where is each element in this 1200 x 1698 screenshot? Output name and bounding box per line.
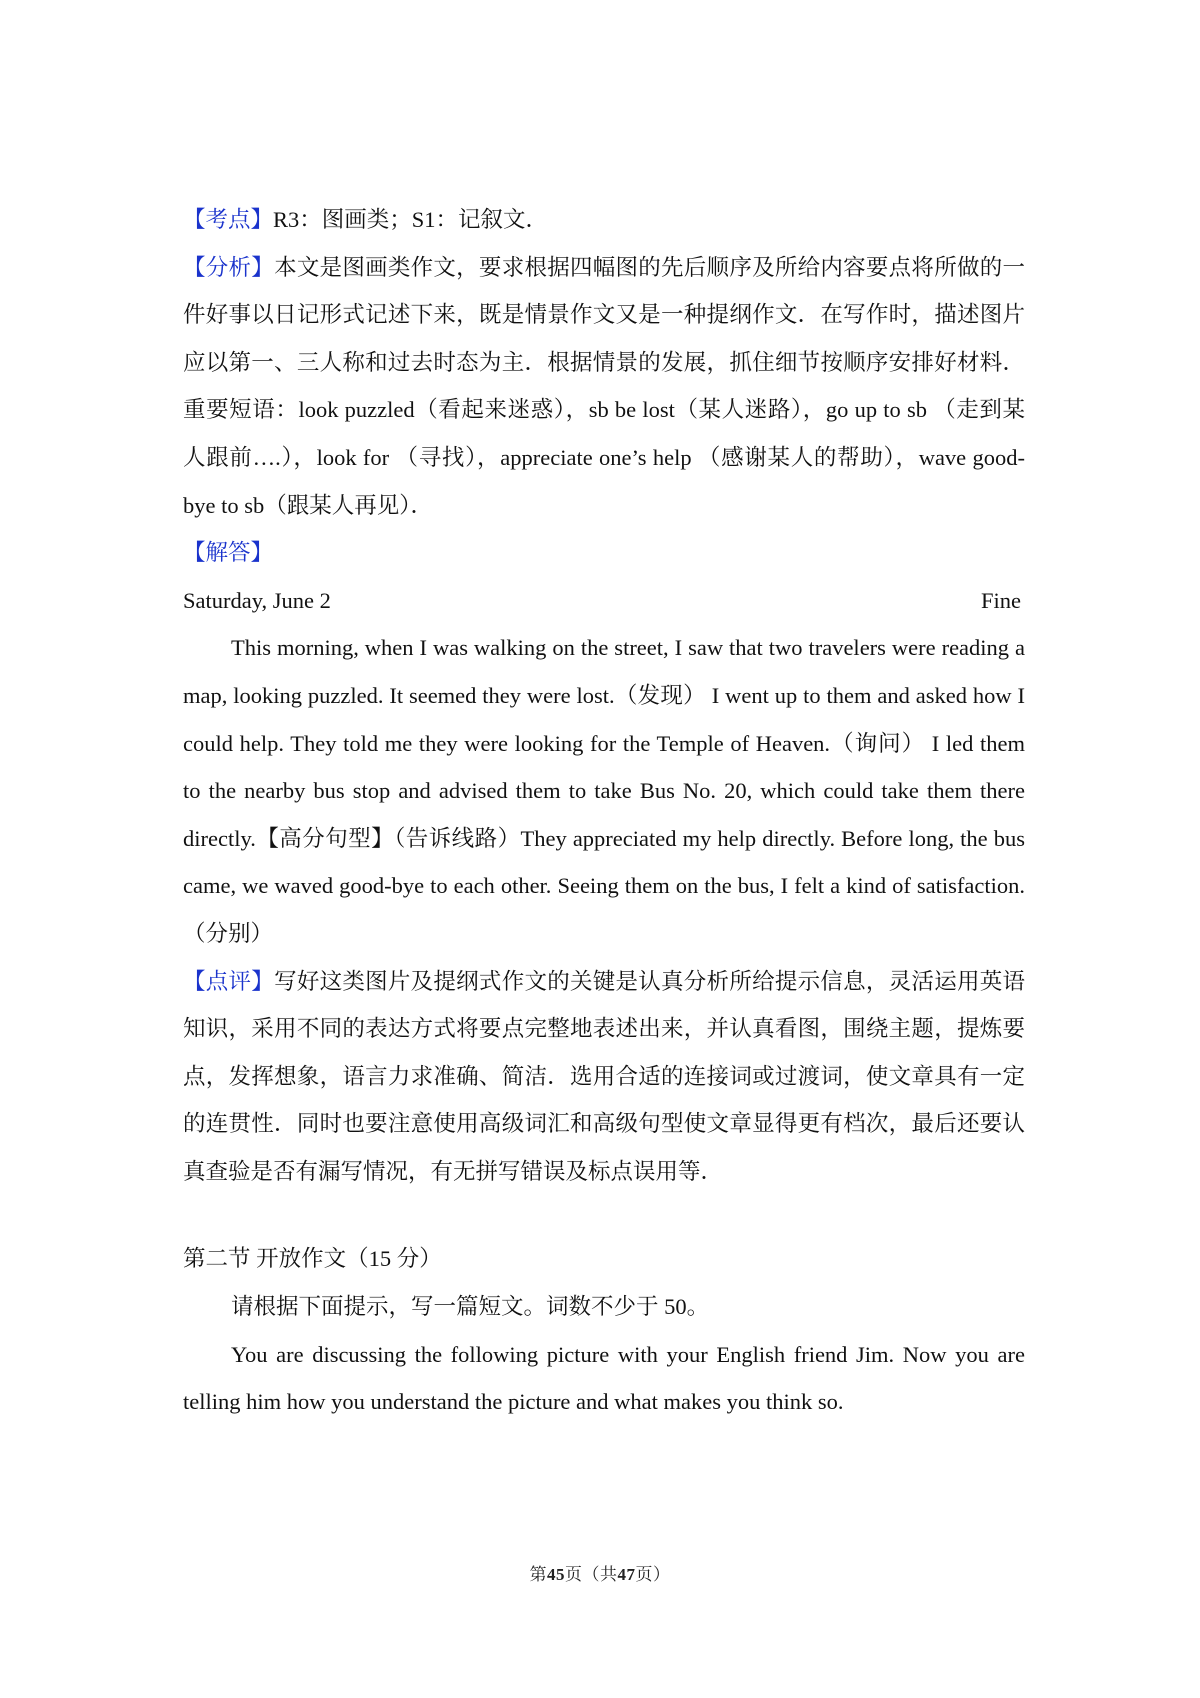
- footer-total-pages: 47: [617, 1565, 636, 1584]
- diary-body-after: （告诉线路）They appreciated my help directly. Before long, the bus came, we waved good-bye to each other. Seeing them on the bus, I felt a kind of satisfaction.（分别）: [183, 825, 1025, 946]
- footer-suffix: 页）: [635, 1565, 671, 1584]
- section2-prompt: You are discussing the following picture with your English friend Jim. Now you are telling him how you understand the picture and what makes you think so.: [183, 1341, 1025, 1415]
- diary-date-row: [183, 577, 1025, 625]
- dianping-tag: 【点评】: [183, 968, 275, 994]
- fenxi-text: 本文是图画类作文，要求根据四幅图的先后顺序及所给内容要点将所做的一件好事以日记形式记述下来，既是情景作文又是一种提纲作文．在写作时，描述图片应以第一、三人称和过去时态为主．根据情景的发展，抓住细节按顺序安排好材料．重要短语：look puzzled（看起来迷惑），sb be lost（某人迷路），go up to sb （走到某人跟前….），look for （寻找），appreciate one’s help （感谢某人的帮助），wave good-bye to sb（跟某人再见）．: [183, 254, 1025, 518]
- section2-instruction: 请根据下面提示，写一篇短文。词数不少于 50。: [231, 1294, 710, 1320]
- footer-middle: 页（共: [565, 1565, 618, 1584]
- dianping-paragraph: [183, 958, 1025, 1196]
- content-body: [183, 196, 1025, 1426]
- kaodian-paragraph: [183, 196, 1025, 244]
- highlight-tag: 【高分句型】: [255, 825, 395, 851]
- diary-date: Saturday, June 2: [183, 587, 331, 613]
- diary-weather: Fine: [980, 587, 1021, 613]
- diary-body: [183, 624, 1025, 957]
- footer-page-number: 45: [547, 1565, 565, 1584]
- jieda-heading: [183, 529, 1025, 577]
- footer-prefix: 第: [529, 1565, 547, 1584]
- kaodian-text: R3：图画类；S1：记叙文．: [273, 207, 549, 232]
- dianping-text: 写好这类图片及提纲式作文的关键是认真分析所给提示信息，灵活运用英语知识，采用不同的表达方式将要点完整地表述出来，并认真看图，围绕主题，提炼要点，发挥想象，语言力求准确、简洁．选用合适的连接词或过渡词，使文章具有一定的连贯性．同时也要注意使用高级词汇和高级句型使文章显得更有档次，最后还要认真查验是否有漏写情况，有无拼写错误及标点误用等．: [183, 968, 1025, 1184]
- diary-body-before: This morning, when I was walking on the street, I saw that two travelers were reading a map, looking puzzled. It seemed they were lost.（发现） I went up to them and asked how I could help. They told me they were looking for the Temple of Heaven.（询问） I led them to the nearby bus stop and advised them to take Bus No. 20, which could take them there directly.: [183, 635, 1025, 851]
- section-gap: [183, 1195, 1025, 1235]
- section2-heading: 第二节 开放作文（15 分）: [183, 1246, 442, 1272]
- fenxi-paragraph: [183, 244, 1025, 530]
- page-footer: [0, 1560, 1200, 1585]
- jieda-tag: 【解答】: [183, 540, 274, 566]
- kaodian-tag: 【考点】: [183, 207, 274, 232]
- fenxi-tag: 【分析】: [183, 254, 275, 280]
